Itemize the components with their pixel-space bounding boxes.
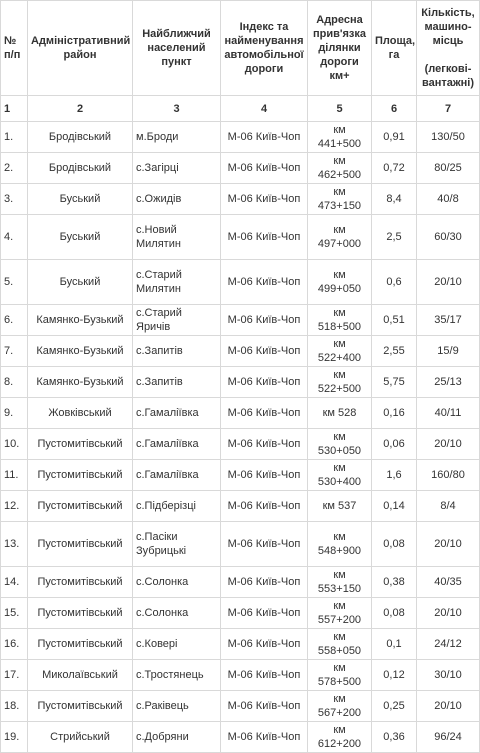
cell-address: км 530+400 [308, 460, 372, 491]
cell-capacity: 60/30 [417, 215, 480, 260]
cell-number: 6. [1, 305, 28, 336]
header-capacity: Кількість, машино-місць (легкові-вантажні) [421, 7, 475, 89]
cell-district: Жовківський [28, 398, 133, 429]
column-number-cell: 4 [221, 96, 308, 122]
cell-settlement: с.Тростянець [133, 660, 221, 691]
cell-road: М-06 Київ-Чоп [221, 567, 308, 598]
cell-number: 3. [1, 184, 28, 215]
cell-settlement: с.Солонка [133, 598, 221, 629]
table-row [1, 398, 480, 429]
table-row [1, 522, 480, 567]
cell-settlement: с.Новий Милятин [133, 215, 221, 260]
cell-area: 0,6 [372, 260, 417, 305]
cell-road: М-06 Київ-Чоп [221, 429, 308, 460]
cell-address: км 557+200 [308, 598, 372, 629]
cell-number: 16. [1, 629, 28, 660]
cell-settlement: с.Ожидів [133, 184, 221, 215]
cell-settlement: с.Добряни [133, 722, 221, 753]
cell-area: 0,08 [372, 598, 417, 629]
cell-number: 18. [1, 691, 28, 722]
cell-capacity: 30/10 [417, 660, 480, 691]
header-district: Адміністративний район [31, 35, 131, 61]
cell-number: 8. [1, 367, 28, 398]
cell-number: 9. [1, 398, 28, 429]
cell-district: Пустомитівський [28, 567, 133, 598]
cell-address: км 528 [308, 398, 372, 429]
header-cell [308, 1, 372, 96]
column-number-cell: 3 [133, 96, 221, 122]
table-row [1, 598, 480, 629]
cell-area: 0,1 [372, 629, 417, 660]
cell-road: М-06 Київ-Чоп [221, 215, 308, 260]
cell-settlement: с.Солонка [133, 567, 221, 598]
table-row [1, 491, 480, 522]
table-row [1, 429, 480, 460]
cell-road: М-06 Київ-Чоп [221, 598, 308, 629]
cell-road: М-06 Київ-Чоп [221, 398, 308, 429]
cell-address: км 441+500 [308, 122, 372, 153]
table-row [1, 660, 480, 691]
cell-area: 0,16 [372, 398, 417, 429]
cell-address: км 578+500 [308, 660, 372, 691]
cell-road: М-06 Київ-Чоп [221, 260, 308, 305]
cell-settlement: с.Підберізці [133, 491, 221, 522]
cell-settlement: с.Старий Яричів [133, 305, 221, 336]
cell-road: М-06 Київ-Чоп [221, 122, 308, 153]
header-cell [221, 1, 308, 96]
cell-number: 5. [1, 260, 28, 305]
cell-area: 5,75 [372, 367, 417, 398]
cell-road: М-06 Київ-Чоп [221, 491, 308, 522]
cell-number: 13. [1, 522, 28, 567]
cell-settlement: с.Гамаліївка [133, 398, 221, 429]
cell-address: км 518+500 [308, 305, 372, 336]
cell-settlement: с.Запитів [133, 336, 221, 367]
cell-capacity: 35/17 [417, 305, 480, 336]
cell-district: Бродівський [28, 122, 133, 153]
cell-address: км 558+050 [308, 629, 372, 660]
cell-area: 2,55 [372, 336, 417, 367]
cell-number: 2. [1, 153, 28, 184]
cell-number: 10. [1, 429, 28, 460]
cell-address: км 548+900 [308, 522, 372, 567]
cell-address: км 612+200 [308, 722, 372, 753]
cell-capacity: 24/12 [417, 629, 480, 660]
cell-district: Пустомитівський [28, 429, 133, 460]
cell-area: 8,4 [372, 184, 417, 215]
cell-address: км 537 [308, 491, 372, 522]
cell-area: 0,25 [372, 691, 417, 722]
cell-address: км 462+500 [308, 153, 372, 184]
cell-district: Пустомитівський [28, 491, 133, 522]
header-address: Адресна прив'язка ділянки дороги км+ [312, 14, 366, 82]
cell-district: Пустомитівський [28, 598, 133, 629]
column-number-cell: 7 [417, 96, 480, 122]
cell-address: км 522+400 [308, 336, 372, 367]
cell-district: Буський [28, 260, 133, 305]
cell-capacity: 96/24 [417, 722, 480, 753]
cell-area: 0,12 [372, 660, 417, 691]
cell-number: 14. [1, 567, 28, 598]
cell-settlement: с.Пасіки Зубрицькі [133, 522, 221, 567]
cell-district: Камянко-Бузький [28, 305, 133, 336]
cell-address: км 499+050 [308, 260, 372, 305]
table-row [1, 122, 480, 153]
table-row [1, 336, 480, 367]
cell-number: 19. [1, 722, 28, 753]
cell-road: М-06 Київ-Чоп [221, 691, 308, 722]
cell-district: Камянко-Бузький [28, 336, 133, 367]
cell-number: 12. [1, 491, 28, 522]
cell-road: М-06 Київ-Чоп [221, 184, 308, 215]
cell-number: 7. [1, 336, 28, 367]
cell-district: Пустомитівський [28, 629, 133, 660]
cell-road: М-06 Київ-Чоп [221, 153, 308, 184]
cell-road: М-06 Київ-Чоп [221, 522, 308, 567]
cell-number: 17. [1, 660, 28, 691]
cell-address: км 530+050 [308, 429, 372, 460]
cell-number: 11. [1, 460, 28, 491]
table-row [1, 215, 480, 260]
cell-settlement: с.Раківець [133, 691, 221, 722]
cell-area: 0,51 [372, 305, 417, 336]
cell-capacity: 20/10 [417, 522, 480, 567]
column-number-row [1, 96, 480, 122]
cell-district: Камянко-Бузький [28, 367, 133, 398]
cell-address: км 473+150 [308, 184, 372, 215]
table-row [1, 153, 480, 184]
cell-road: М-06 Київ-Чоп [221, 336, 308, 367]
table-row [1, 460, 480, 491]
table-row [1, 722, 480, 753]
cell-address: км 567+200 [308, 691, 372, 722]
cell-capacity: 20/10 [417, 260, 480, 305]
cell-area: 0,06 [372, 429, 417, 460]
cell-road: М-06 Київ-Чоп [221, 722, 308, 753]
cell-settlement: с.Запитів [133, 367, 221, 398]
cell-settlement: с.Гамаліївка [133, 460, 221, 491]
cell-settlement: м.Броди [133, 122, 221, 153]
cell-settlement: с.Ковері [133, 629, 221, 660]
cell-settlement: с.Старий Милятин [133, 260, 221, 305]
header-road: Індекс та найменування автомобільної дороги [224, 21, 304, 75]
cell-district: Пустомитівський [28, 522, 133, 567]
header-cell [372, 1, 417, 96]
cell-area: 1,6 [372, 460, 417, 491]
cell-capacity: 160/80 [417, 460, 480, 491]
column-number-cell: 5 [308, 96, 372, 122]
cell-district: Стрийський [28, 722, 133, 753]
cell-settlement: с.Гамаліївка [133, 429, 221, 460]
cell-area: 0,38 [372, 567, 417, 598]
table-row [1, 367, 480, 398]
cell-capacity: 130/50 [417, 122, 480, 153]
header-area: Площа, га [375, 35, 416, 61]
cell-road: М-06 Київ-Чоп [221, 305, 308, 336]
header-settlement: Найближчий населений пункт [142, 28, 211, 68]
cell-district: Миколаївський [28, 660, 133, 691]
cell-number: 4. [1, 215, 28, 260]
cell-district: Буський [28, 215, 133, 260]
cell-address: км 522+500 [308, 367, 372, 398]
header-cell [28, 1, 133, 96]
cell-road: М-06 Київ-Чоп [221, 460, 308, 491]
cell-number: 1. [1, 122, 28, 153]
table-row [1, 629, 480, 660]
table-row [1, 184, 480, 215]
cell-district: Пустомитівський [28, 460, 133, 491]
table-row [1, 691, 480, 722]
cell-area: 0,14 [372, 491, 417, 522]
cell-area: 2,5 [372, 215, 417, 260]
cell-capacity: 20/10 [417, 691, 480, 722]
column-number-cell: 1 [1, 96, 28, 122]
cell-address: км 553+150 [308, 567, 372, 598]
table-row [1, 305, 480, 336]
cell-capacity: 8/4 [417, 491, 480, 522]
cell-area: 0,91 [372, 122, 417, 153]
cell-capacity: 25/13 [417, 367, 480, 398]
cell-capacity: 20/10 [417, 429, 480, 460]
column-number-cell: 6 [372, 96, 417, 122]
cell-district: Пустомитівський [28, 691, 133, 722]
cell-address: км 497+000 [308, 215, 372, 260]
header-number: № п/п [4, 35, 21, 61]
cell-district: Бродівський [28, 153, 133, 184]
cell-capacity: 20/10 [417, 598, 480, 629]
cell-area: 0,36 [372, 722, 417, 753]
header-cell [1, 1, 28, 96]
cell-capacity: 80/25 [417, 153, 480, 184]
cell-area: 0,08 [372, 522, 417, 567]
cell-road: М-06 Київ-Чоп [221, 660, 308, 691]
column-number-cell: 2 [28, 96, 133, 122]
cell-number: 15. [1, 598, 28, 629]
header-cell [133, 1, 221, 96]
cell-road: М-06 Київ-Чоп [221, 367, 308, 398]
cell-capacity: 15/9 [417, 336, 480, 367]
header-row [1, 1, 480, 96]
cell-capacity: 40/8 [417, 184, 480, 215]
table-body [1, 122, 480, 753]
cell-capacity: 40/35 [417, 567, 480, 598]
cell-area: 0,72 [372, 153, 417, 184]
cell-capacity: 40/11 [417, 398, 480, 429]
table-row [1, 260, 480, 305]
header-cell [417, 1, 480, 96]
cell-district: Буський [28, 184, 133, 215]
table-row [1, 567, 480, 598]
cell-settlement: с.Загірці [133, 153, 221, 184]
cell-road: М-06 Київ-Чоп [221, 629, 308, 660]
